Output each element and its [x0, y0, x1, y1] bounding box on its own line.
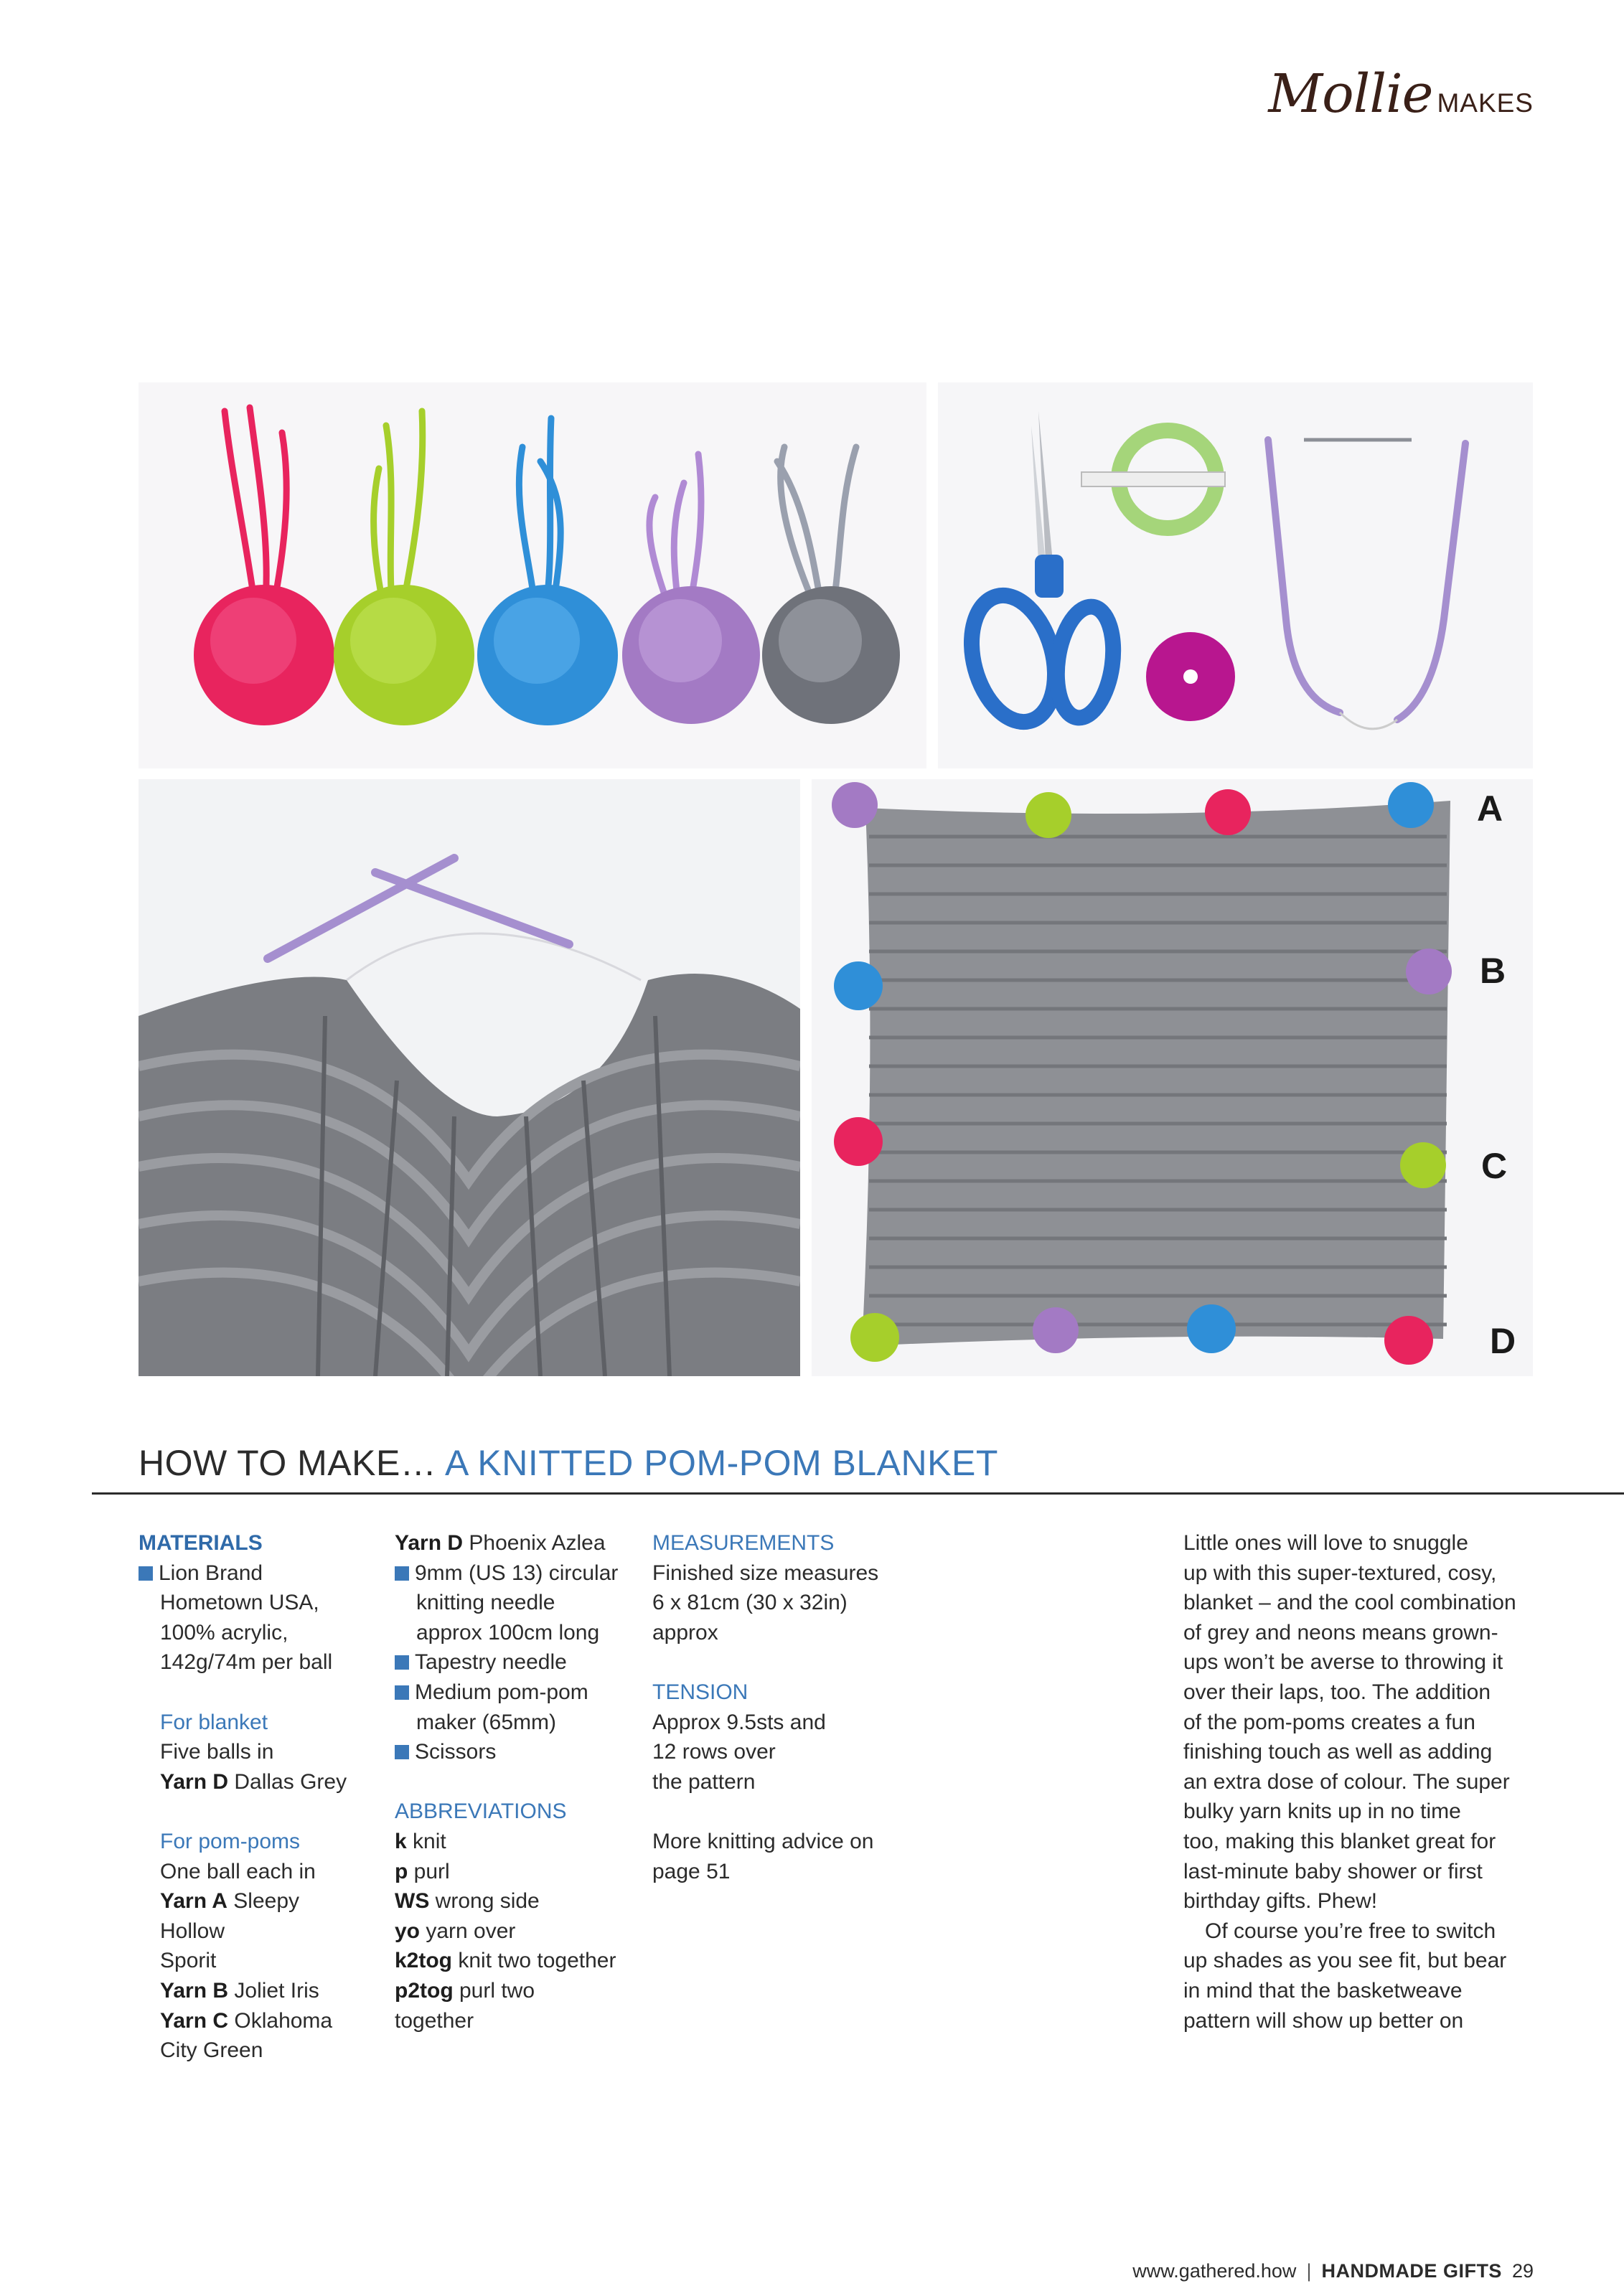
step-letter-a: A: [1477, 789, 1503, 829]
material-item: Medium pom-pom: [395, 1678, 639, 1708]
material-line: maker (65mm): [416, 1710, 557, 1734]
intro-line: pattern will show up better on: [1183, 2008, 1464, 2033]
material-line: City Green: [160, 2038, 263, 2063]
abbreviations-heading: ABBREVIATIONS: [395, 1799, 567, 1824]
bullet-square-icon: [395, 1745, 409, 1759]
intro-line: ups won’t be averse to throwing it: [1183, 1650, 1503, 1675]
bullet-square-icon: [139, 1566, 153, 1581]
intro-line: birthday gifts. Phew!: [1183, 1889, 1378, 1914]
material-line: Yarn C Oklahoma: [160, 2008, 333, 2033]
abbreviation-item: yo yarn over: [395, 1919, 516, 1943]
intro-line: up shades as you see fit, but bear: [1183, 1949, 1507, 1973]
intro-line: blanket – and the cool combination: [1183, 1591, 1516, 1615]
intro-line: finishing touch as well as adding: [1183, 1740, 1493, 1764]
materials-column: [139, 1528, 368, 2066]
materials-heading: MATERIALS: [139, 1531, 263, 1555]
title-lead: HOW TO MAKE…: [139, 1443, 445, 1483]
title-main: A KNITTED POM-POM BLANKET: [444, 1443, 998, 1483]
tension-line: Approx 9.5sts and: [652, 1710, 826, 1734]
measurement-line: approx: [652, 1620, 718, 1645]
intro-line: last-minute baby shower or first: [1183, 1859, 1483, 1883]
blanket-photo: [812, 779, 1533, 1376]
material-line: knitting needle: [416, 1591, 555, 1615]
pompoms-subheading: For pom-poms: [160, 1829, 301, 1853]
masthead-script: Mollie: [1268, 63, 1433, 125]
abbreviation-item: WS wrong side: [395, 1889, 540, 1914]
masthead-logo: [1268, 63, 1534, 125]
footer-separator: |: [1306, 2260, 1312, 2282]
material-line: Yarn D Dallas Grey: [160, 1769, 347, 1794]
page-title: [139, 1442, 998, 1484]
material-line: Yarn B Joliet Iris: [160, 1978, 319, 2003]
footer-publication: HANDMADE GIFTS: [1321, 2260, 1502, 2282]
intro-line: of the pom-poms creates a fun: [1183, 1710, 1475, 1734]
intro-line: Of course you’re free to switch: [1205, 1919, 1496, 1943]
masthead-word: MAKES: [1437, 88, 1534, 118]
intro-line: an extra dose of colour. The super: [1183, 1769, 1510, 1794]
abbreviation-item: p2tog purl two: [395, 1978, 535, 2003]
material-item: Lion Brand: [139, 1558, 368, 1589]
abbreviation-item: p purl: [395, 1859, 450, 1883]
step-letter-d: D: [1490, 1321, 1516, 1361]
tension-line: the pattern: [652, 1769, 756, 1794]
material-line: approx 100cm long: [416, 1620, 600, 1645]
step-letter-b: B: [1480, 951, 1506, 991]
bullet-square-icon: [395, 1655, 409, 1670]
material-line: Five balls in: [160, 1740, 274, 1764]
material-line: Yarn A Sleepy Hollow: [160, 1889, 300, 1943]
tension-heading: TENSION: [652, 1680, 748, 1704]
material-line: 142g/74m per ball: [160, 1650, 333, 1675]
material-line: 100% acrylic,: [160, 1620, 288, 1645]
intro-line: Little ones will love to snuggle: [1183, 1531, 1468, 1555]
material-line: Sporit: [160, 1949, 217, 1973]
abbreviation-line: together: [395, 2008, 474, 2033]
material-item: 9mm (US 13) circular: [395, 1558, 639, 1589]
intro-line: too, making this blanket great for: [1183, 1829, 1496, 1853]
materials-abbreviations-column: [395, 1528, 639, 2036]
material-item: Tapestry needle: [395, 1647, 639, 1678]
headline-rule: [92, 1492, 1624, 1495]
measurement-line: Finished size measures: [652, 1561, 879, 1585]
advice-line: More knitting advice on: [652, 1829, 874, 1853]
material-line: One ball each in: [160, 1859, 316, 1883]
footer-url[interactable]: www.gathered.how: [1132, 2260, 1297, 2282]
intro-line: in mind that the basketweave: [1183, 1978, 1463, 2003]
page-footer: [1132, 2260, 1534, 2282]
page-number: 29: [1511, 2260, 1534, 2282]
material-item: Scissors: [395, 1737, 639, 1767]
pompoms-photo: [139, 382, 926, 768]
abbreviation-item: k2tog knit two together: [395, 1949, 616, 1973]
material-line: Yarn D Phoenix Azlea: [395, 1531, 606, 1555]
intro-line: of grey and neons means grown-: [1183, 1620, 1498, 1645]
measurements-column: [652, 1528, 911, 1886]
step-letter-c: C: [1481, 1146, 1508, 1186]
knitting-photo: [139, 779, 800, 1376]
bullet-square-icon: [395, 1566, 409, 1581]
intro-line: over their laps, too. The addition: [1183, 1680, 1491, 1704]
tension-line: 12 rows over: [652, 1740, 776, 1764]
intro-column: [1183, 1528, 1528, 2036]
blanket-subheading: For blanket: [160, 1710, 268, 1734]
material-line: Hometown USA,: [160, 1591, 319, 1615]
measurement-line: 6 x 81cm (30 x 32in): [652, 1591, 848, 1615]
bullet-square-icon: [395, 1685, 409, 1700]
abbreviation-item: k knit: [395, 1829, 446, 1853]
intro-line: up with this super-textured, cosy,: [1183, 1561, 1497, 1585]
measurements-heading: MEASUREMENTS: [652, 1531, 835, 1555]
advice-link: page 51: [652, 1859, 731, 1883]
tools-photo: [938, 382, 1533, 768]
intro-line: bulky yarn knits up in no time: [1183, 1799, 1461, 1824]
